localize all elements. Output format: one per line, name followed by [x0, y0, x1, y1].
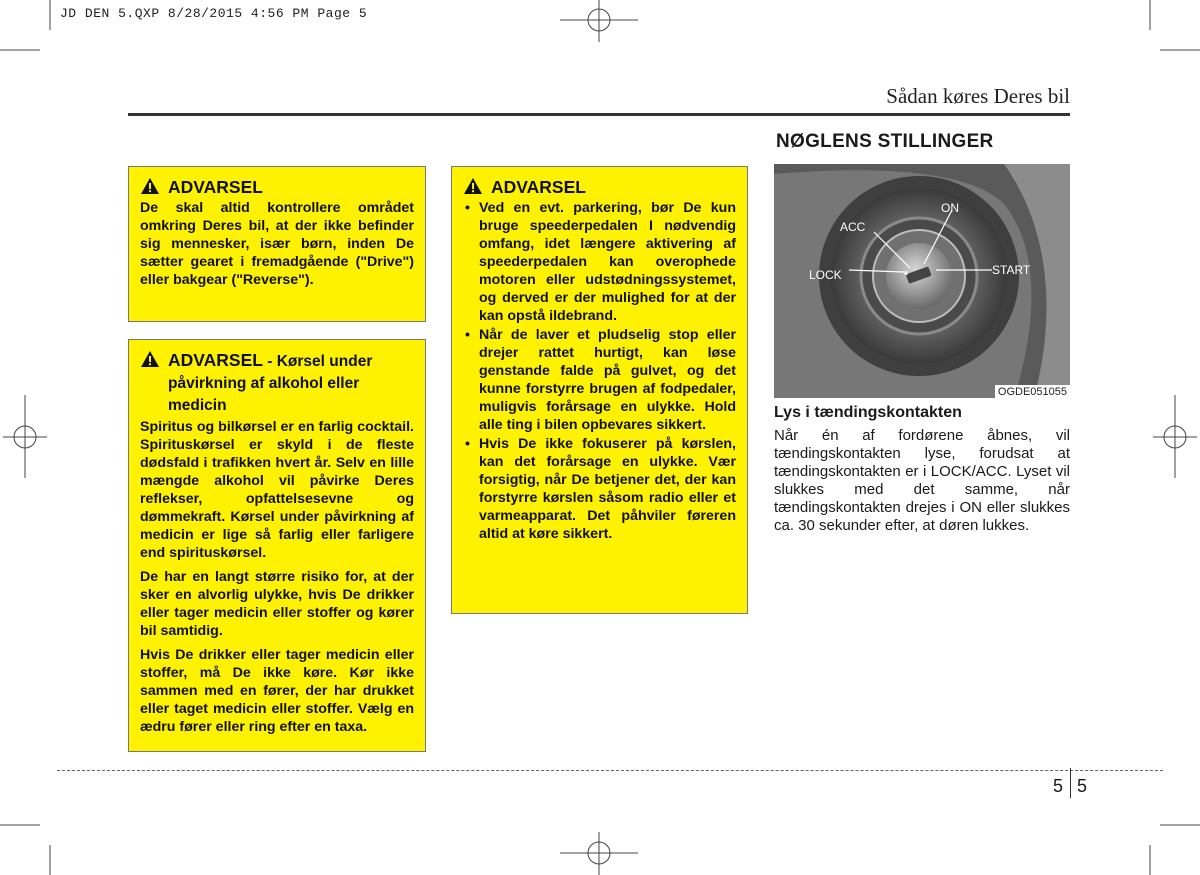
chapter-number: 5: [1053, 776, 1064, 796]
figure-code: OGDE051055: [995, 385, 1070, 398]
print-slug: JD DEN 5.QXP 8/28/2015 4:56 PM Page 5: [60, 6, 368, 21]
header-rule: [128, 113, 1070, 116]
warning-title: ADVARSEL: [491, 177, 586, 197]
warning-list-item: • Hvis De ikke fokuserer på kørslen, kan det forårsage en ulykke. Vær forsigtig, når De betjener det, der kan forstyrre kørslen såsom radio eller et varmeapparat. Det påhviler føreren altid at køre sikkert.: [463, 435, 736, 543]
running-header: Sådan køres Deres bil: [886, 84, 1070, 108]
warning-triangle-icon: [140, 177, 160, 195]
warning-paragraph: De har en langt større risiko for, at der sker en alvorlig ulykke, hvis De drikker eller tager medicin eller stoffer og kører bil samtidig.: [140, 569, 414, 639]
warning-title: ADVARSEL: [168, 350, 263, 370]
footer-dashed-rule: [57, 770, 1163, 771]
warning-triangle-icon: [463, 177, 483, 195]
warning-heading: [140, 177, 414, 197]
subheading: Lys i tændingskontakten: [774, 404, 962, 421]
warning-subtitle: - Kørsel under påvirkning af alkohol eller medicin: [168, 353, 373, 414]
warning-title: ADVARSEL: [168, 177, 263, 197]
page-number-divider: [1070, 768, 1071, 798]
warning-paragraph: Hvis De drikker eller tager medicin eller stoffer, må De ikke køre. Kør ikke sammen med en fører, der har drukket eller taget medicin eller stoffer. Vælg en ædru fører eller ring efter en taxa.: [140, 647, 414, 735]
warning-box-reverse: [128, 166, 426, 322]
warning-list-item: • Når de laver et pludselig stop eller drejer rattet hurtigt, kan løse genstande falde på gulvet, og det kunne forstyrre brugen af fodpedaler, muligvis forårsage en ulykke. Hold alle ting i bilen opbevares sikkert.: [463, 326, 736, 434]
warning-list: [463, 199, 736, 543]
warning-heading: [463, 177, 736, 197]
section-title: NØGLENS STILLINGER: [776, 131, 994, 152]
warning-box-alcohol: [128, 339, 426, 752]
ignition-switch-photo: [774, 164, 1070, 398]
label-acc: ACC: [840, 220, 866, 234]
label-lock: LOCK: [809, 268, 842, 282]
body-text: Når én af fordørene åbnes, vil tændingskontakten lyse, forudsat at tændingskontakten er i LOCK/ACC. Lyset vil slukkes med det samme, når tændingskontakten drejes i ON eller slukkes ca. 30 sekunder efter, at døren lukkes.: [774, 427, 1070, 534]
warning-triangle-icon: [140, 350, 160, 368]
warning-box-parking: [451, 166, 748, 614]
warning-text: De skal altid kontrollere området omkring Deres bil, at der ikke befinder sig mennesker, især børn, inden De sætter gearet i fremadgående ("Drive") eller bakgear ("Reverse").: [140, 200, 414, 288]
label-start: START: [992, 263, 1031, 277]
warning-paragraph: Spiritus og bilkørsel er en farlig cocktail. Spirituskørsel er skyld i de fleste dødsfald i trafikken hvert år. Selv en lille mængde alkohol vil påvirke Deres reflekser, opfattelsesevne og dømmekraft. Kørsel under påvirkning af medicin er lige så farlig eller farligere end spirituskørsel.: [140, 419, 414, 561]
page-number: 5: [1077, 776, 1088, 796]
warning-heading: [140, 350, 414, 416]
label-on: ON: [941, 201, 959, 215]
warning-list-item: • Ved en evt. parkering, bør De kun bruge speederpedalen I nødvendig omfang, idet længere aktivering af speederpedalen kan overophede motoren eller udstødningssystemet, og derved er der mulighed for at der kan opstå ildebrand.: [463, 199, 736, 325]
